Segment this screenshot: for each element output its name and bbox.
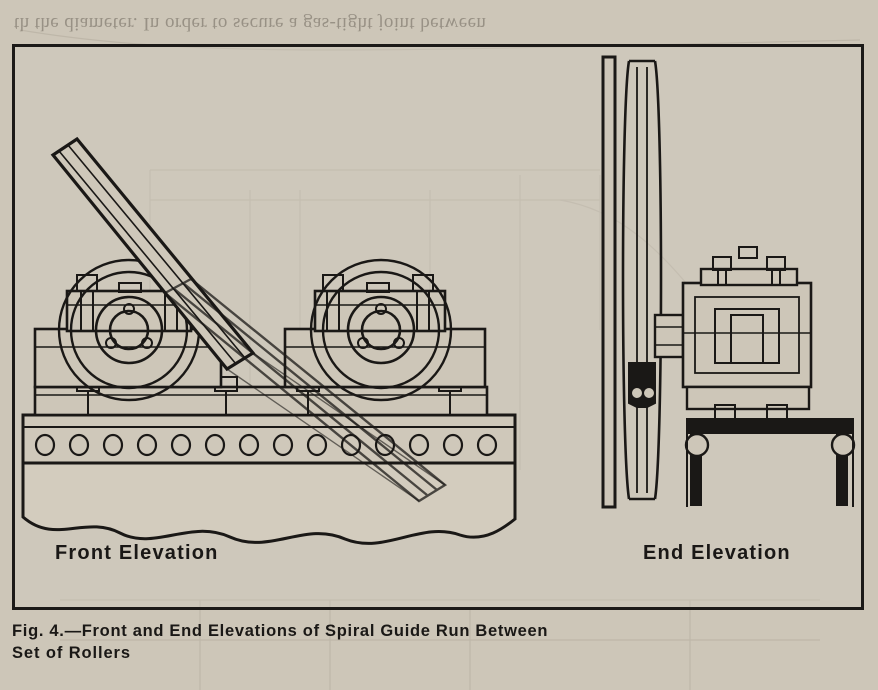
- figure-frame: [12, 44, 864, 610]
- technical-drawing: [15, 47, 861, 607]
- end-elevation-label: End Elevation: [643, 542, 791, 564]
- front-elevation-view: [23, 139, 515, 543]
- figure-caption: [12, 620, 872, 665]
- front-elevation-label: Front Elevation: [55, 542, 219, 564]
- end-elevation-view: [603, 57, 854, 507]
- figure-caption-line2: Set of Rollers: [12, 644, 131, 663]
- bleed-through-text: th the diameter. In order to secure a gas-tight joint between: [14, 13, 487, 34]
- figure-caption-line1: Fig. 4.—Front and End Elevations of Spiral Guide Run Between: [12, 622, 549, 640]
